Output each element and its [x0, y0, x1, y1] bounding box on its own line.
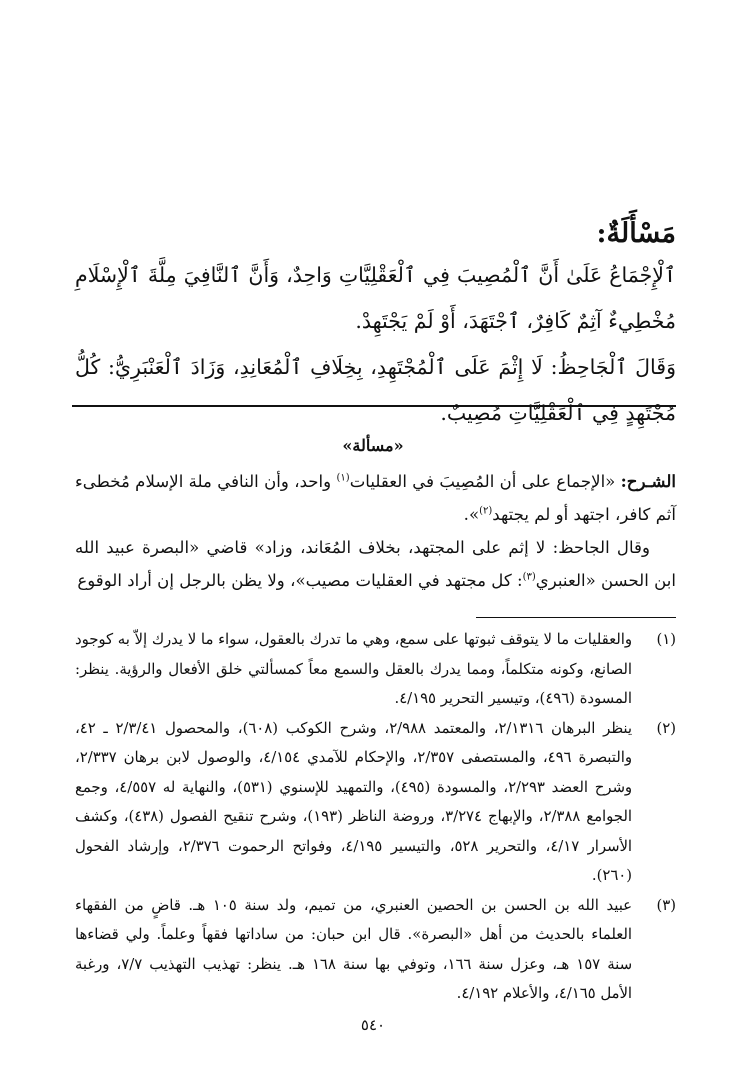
sharh-text-run: ».: [463, 505, 480, 524]
page-number: ٥٤٠: [360, 1016, 386, 1034]
footnote-ref[interactable]: (١): [336, 472, 350, 484]
matn-text: [75, 252, 676, 436]
matn-paragraph: وَقَالَ ٱلْجَاحِظُ: لَا إِثْمَ عَلَى ٱلْمُجْتَهِدِ، بِخِلَافِ ٱلْمُعَانِدِ، وَزَادَ ٱلْعَنْبَرِيُّ: كُلُّ مُجْتَهِدٍ فِي ٱلْعَقْلِيَّاتِ مُصِيبٌ.: [75, 355, 676, 425]
footnote-text: والعقليات ما لا يتوقف ثبوتها على سمع، وهي ما تدرك بالعقول، سواء ما لا يدرك إلاّ به كوجود الصانع، وكونه متكلماً، ومما يدرك بالعقل والسمع معاً كمسألتي خلق الأفعال والرؤية. ينظر: المسودة (٤٩٦)، وتيسير التحرير ٤/١٩٥.: [75, 631, 632, 707]
footnote-divider: [476, 617, 676, 618]
sharh-text-run: وقال الجاحظ: لا إثم على المجتهد، بخلاف المُعَاند، وزاد» قاضي «البصرة عبيد الله ابن الحسن «العنبري: [75, 538, 676, 590]
matn-heading: مَسْأَلَةٌ:: [596, 218, 676, 249]
matn-paragraph: ٱلْإِجْمَاعُ عَلَىٰ أَنَّ ٱلْمُصِيبَ فِي ٱلْعَقْلِيَّاتِ وَاحِدٌ، وَأَنَّ ٱلنَّافِيَ مِلَّةَ ٱلْإِسْلَامِ مُخْطِيءٌ آثِمٌ كَافِرٌ، ٱجْتَهَدَ، أَوْ لَمْ يَجْتَهِدْ.: [75, 263, 676, 333]
footnote-ref[interactable]: (٢): [479, 505, 493, 517]
sharh-text-run: واحد، وأن النافي ملة الإسلام مُخطىء آثم كافر، اجتهد أو لم يجتهد: [75, 472, 676, 524]
sharh-text-run: «الإجماع على أن المُصِيبَ في العقليات: [349, 472, 621, 491]
sharh-paragraph: [75, 531, 676, 597]
sharh-text: [75, 465, 676, 597]
footnote-ref[interactable]: (٣): [522, 571, 536, 583]
footnote-text: عبيد الله بن الحسن بن الحصين العنبري، من تميم، ولد سنة ١٠٥ هـ. قاضٍ من الفقهاء العلماء بالحديث من أهل «البصرة». قال ابن حبان: من ساداتها فقهاً وعلماً. ولي قضاءها سنة ١٥٧ هـ، وعزل سنة ١٦٦، وتوفي بها سنة ١٦٨ هـ. ينظر: تهذيب التهذيب ٧/٧، ورغبة الأمل ٤/١٦٥، والأعلام ٤/١٩٢.: [75, 896, 633, 1002]
footnote: [75, 625, 676, 714]
footnote-number: (١): [656, 631, 676, 648]
footnote: [75, 891, 676, 1009]
footnote: [75, 714, 676, 891]
footnote-number: (٣): [656, 896, 676, 914]
sharh-text-run: : كل مجتهد في العقليات مصيب»، ولا يظن بالرجل إن أراد الوقوع: [77, 571, 523, 590]
sharh-heading: «مسألة»: [342, 436, 404, 455]
footnote-text: ينظر البرهان ٢/١٣١٦، والمعتمد ٢/٩٨٨، وشرح الكوكب (٦٠٨)، والمحصول ٢/٣/٤١ ـ ٤٢، والتبصرة ٤٩٦، والمستصفى ٢/٣٥٧، والإحكام للآمدي ٤/١٥٤، والوصول لابن برهان ٢/٣٣٧، وشرح العضد ٢/٢٩٣، والمسودة (٤٩٥)، والتمهيد للإسنوي (٥٣١)، والنهاية له ٤/٥٥٧، وجمع الجوامع ٢/٣٨٨، والإبهاج ٣/٢٧٤، وروضة الناظر (١٩٣)، وشرح تنقيح الفصول (٤٣٨)، وكشف الأسرار ٤/١٧، والتحرير ٥٢٨، والتيسير ٤/١٩٥، وفواتح الرحموت ٢/٣٧٦، وإرشاد الفحول (٢٦٠).: [75, 719, 632, 884]
section-divider: [72, 405, 676, 407]
footnotes: [75, 625, 676, 1009]
footnote-number: (٢): [656, 719, 676, 737]
sharh-lead-label: الشـرح:: [620, 471, 676, 491]
sharh-paragraph: [75, 465, 676, 531]
